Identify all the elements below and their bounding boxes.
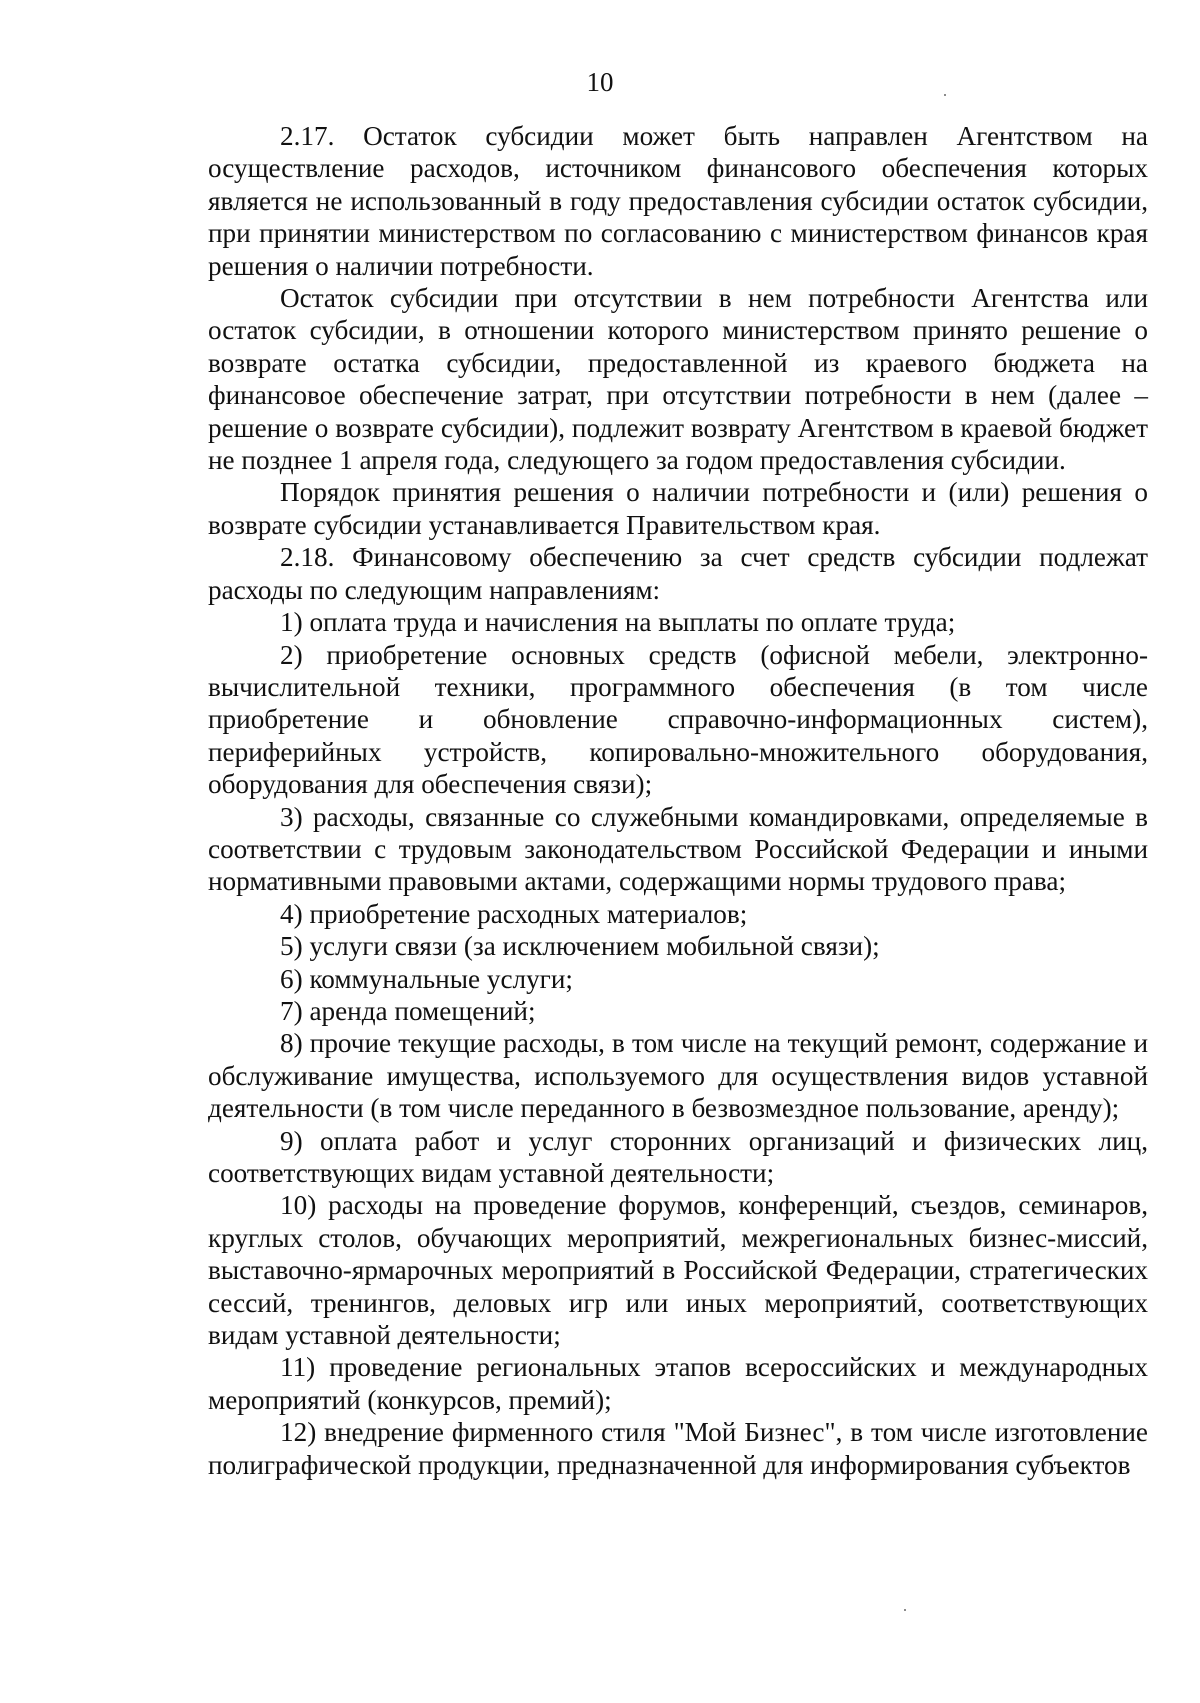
list-item-6: 6) коммунальные услуги;	[280, 963, 573, 994]
scan-speck	[944, 94, 946, 96]
list-item-9: 9) оплата работ и услуг сторонних организаций и физических лиц, соответствующих видам уставной деятельности;	[208, 1125, 1148, 1188]
page-number: 10	[586, 67, 614, 97]
list-item-11: 11) проведение региональных этапов всероссийских и международных мероприятий (конкурсов, премий);	[208, 1352, 1148, 1415]
list-item-4: 4) приобретение расходных материалов;	[280, 898, 748, 929]
document-body	[208, 120, 1148, 1481]
list-item-2: 2) приобретение основных средств (офисной мебели, электронно-вычислительной техники, программного обеспечения (в том числе приобретение и обновление справочно-информационных систем), периферийных устройств, копировально-множительного оборудования, оборудования для обеспечения связи);	[208, 639, 1148, 800]
paragraph-subsidy-return: Остаток субсидии при отсутствии в нем потребности Агентства или остаток субсидии, в отношении которого министерством принято решение о возврате остатка субсидии, предоставленной из краевого бюджета на финансовое обеспечение затрат, при отсутствии потребности в нем (далее – решение о возврате субсидии), подлежит возврату Агентством в краевой бюджет не позднее 1 апреля года, следующего за годом предоставления субсидии.	[208, 283, 1148, 476]
paragraph-2-17: 2.17. Остаток субсидии может быть направлен Агентством на осуществление расходов, источником финансового обеспечения которых является не использованный в году предоставления субсидии остаток субсидии, при принятии министерством по согласованию с министерством финансов края решения о наличии потребности.	[208, 121, 1148, 281]
list-item-3: 3) расходы, связанные со служебными командировками, определяемые в соответствии с трудовым законодательством Российской Федерации и иными нормативными правовыми актами, содержащими нормы трудового права;	[208, 801, 1148, 897]
scan-speck	[904, 1609, 906, 1611]
list-item-5: 5) услуги связи (за исключением мобильной связи);	[280, 931, 880, 962]
paragraph-decision-procedure: Порядок принятия решения о наличии потребности и (или) решения о возврате субсидии устанавливается Правительством края.	[208, 477, 1148, 540]
paragraph-2-18: 2.18. Финансовому обеспечению за счет средств субсидии подлежат расходы по следующим направлениям:	[208, 542, 1148, 605]
list-item-12: 12) внедрение фирменного стиля "Мой Бизнес", в том числе изготовление полиграфической продукции, предназначенной для информирования субъектов	[208, 1417, 1148, 1480]
list-item-1: 1) оплата труда и начисления на выплаты по оплате труда;	[280, 607, 956, 638]
list-item-8: 8) прочие текущие расходы, в том числе на текущий ремонт, содержание и обслуживание имущества, используемого для осуществления видов уставной деятельности (в том числе переданного в безвозмездное пользование, аренду);	[208, 1028, 1148, 1124]
list-item-10: 10) расходы на проведение форумов, конференций, съездов, семинаров, круглых столов, обучающих мероприятий, межрегиональных бизнес-миссий, выставочно-ярмарочных мероприятий в Российской Федерации, стратегических сессий, тренингов, деловых игр или иных мероприятий, соответствующих видам уставной деятельности;	[208, 1190, 1148, 1351]
list-item-7: 7) аренда помещений;	[280, 995, 536, 1026]
